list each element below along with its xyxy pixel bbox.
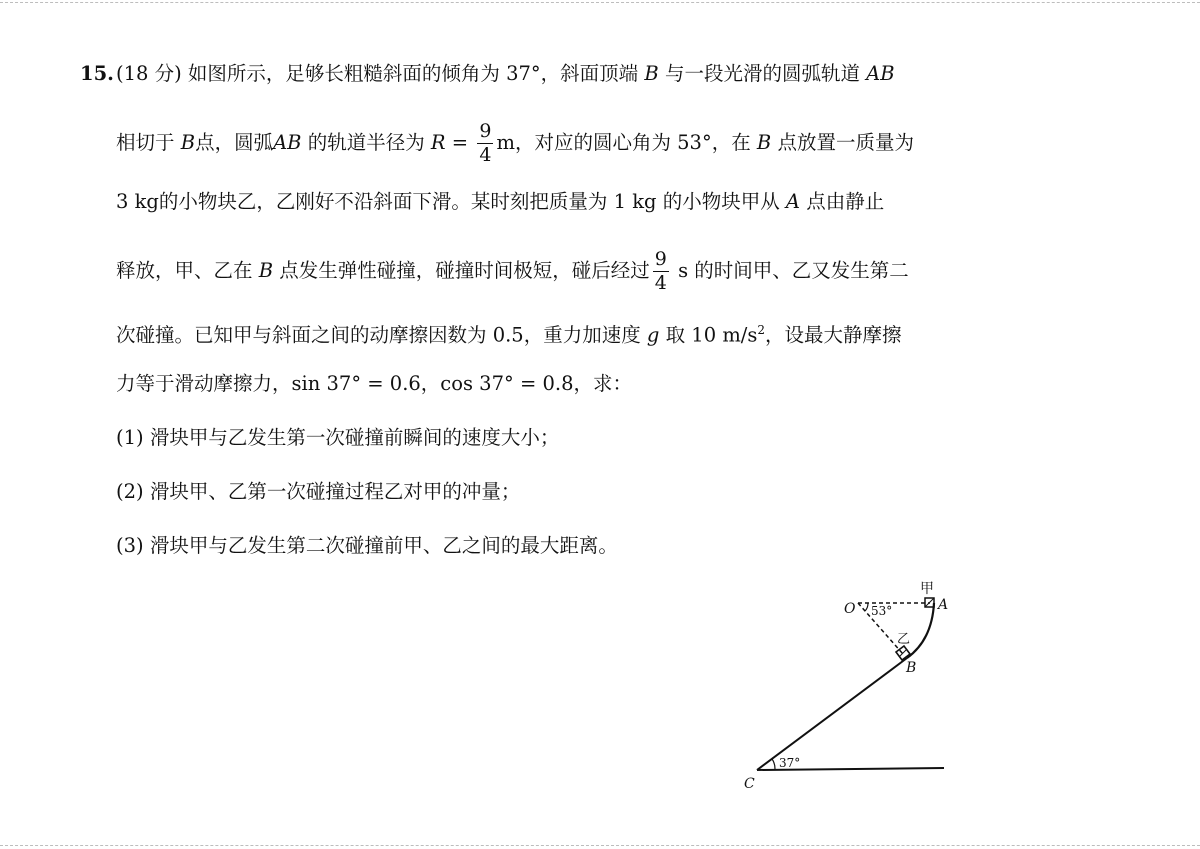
label-angle-53: 53°	[871, 604, 893, 618]
label-yi: 乙	[897, 632, 911, 647]
fraction-radius: $\frac{9}{4}$	[479, 120, 492, 166]
label-A: A	[938, 597, 949, 613]
problem-line-2: 相切于 B点，圆弧AB 的轨道半径为 R = $\frac{9}{4}$ m，对应的圆心角为 53°，在 B 点放置一质量为	[116, 120, 914, 166]
problem-line-4: 释放，甲、乙在 B 点发生弹性碰撞，碰撞时间极短，碰后经过 $\frac{9}{4}$ s 的时间甲、乙又发生第二	[116, 248, 909, 294]
problem-line-3: 3 kg的小物块乙，乙刚好不沿斜面下滑。某时刻把质量为 1 kg 的小物块甲从 A 点由静止	[116, 190, 885, 213]
question-1: (1) 滑块甲与乙发生第一次碰撞前瞬间的速度大小；	[116, 426, 560, 449]
slope-line	[757, 658, 907, 770]
problem-line-5: 次碰撞。已知甲与斜面之间的动摩擦因数为 0.5，重力加速度 g 取 10 $m/s^2$，设最大静摩擦	[116, 323, 902, 347]
page-edge-bottom	[0, 845, 1200, 846]
problem-line-1: (18 分) 如图所示，足够长粗糙斜面的倾角为 37°，斜面顶端 B 与一段光滑的圆弧轨道 AB	[116, 62, 895, 85]
label-C: C	[744, 776, 755, 792]
label-O: O	[844, 601, 856, 617]
label-B: B	[906, 660, 917, 676]
problem-line-6: 力等于滑动摩擦力，sin 37° = 0.6，cos 37° = 0.8，求：	[116, 372, 632, 395]
arc-track-AB	[907, 603, 934, 658]
angle-arc-37	[772, 759, 775, 769]
question-2: (2) 滑块甲、乙第一次碰撞过程乙对甲的冲量；	[116, 480, 521, 503]
block-jia-hatch	[925, 598, 934, 607]
label-angle-37: 37°	[779, 756, 801, 770]
label-jia: 甲	[920, 581, 934, 597]
question-3: (3) 滑块甲与乙发生第二次碰撞前甲、乙之间的最大距离。	[116, 534, 618, 557]
fraction-time: $\frac{9}{4}$	[654, 248, 667, 294]
angle-arc-53	[865, 603, 868, 611]
problem-number: 15.	[80, 62, 114, 85]
